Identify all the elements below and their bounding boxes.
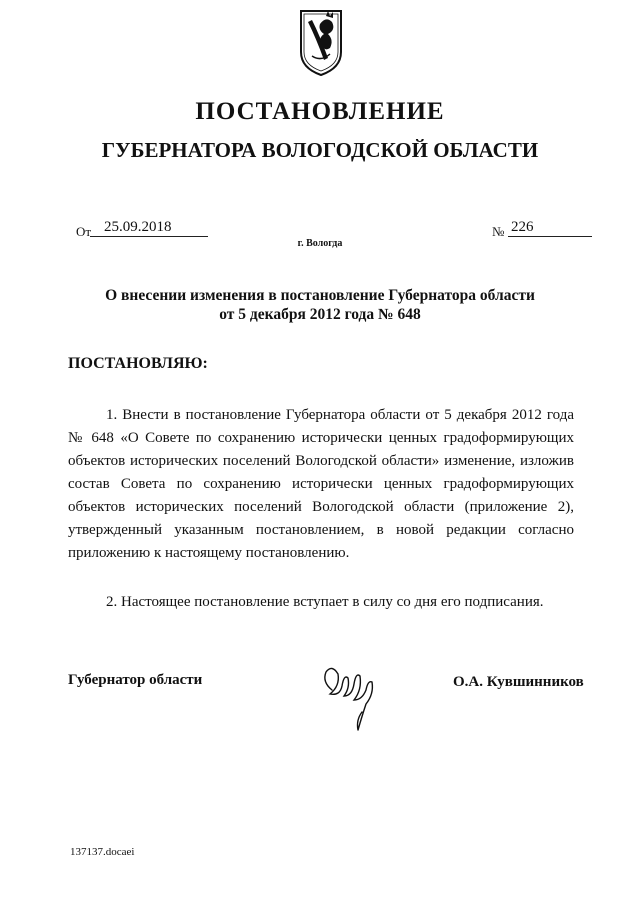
paragraph-1: 1. Внести в постановление Губернатора области от 5 декабря 2012 года № 648 «О Совете по сохранению исторически ценных градоформирующих объектов исторических поселений Вологодской области» изменение, изложив состав Совета по сохранению исторически ценных градоформирующих объектов исторических поселений Вологодской области (приложение 2), утвержденный указанным постановлением, в новой редакции согласно приложению к настоящему постановлению. [68, 407, 574, 561]
document-date: 25.09.2018 [90, 219, 208, 237]
subject-line-2: от 5 декабря 2012 года № 648 [219, 306, 421, 323]
document-title: ПОСТАНОВЛЕНИЕ [195, 98, 445, 125]
document-subtitle: ГУБЕРНАТОРА ВОЛОГОДСКОЙ ОБЛАСТИ [101, 138, 539, 162]
date-label: От [76, 224, 92, 239]
paragraph-2: 2. Настоящее постановление вступает в силу со дня его подписания. [106, 594, 544, 610]
city-label: г. Вологда [297, 238, 343, 249]
document-number: 226 [508, 219, 592, 237]
coat-of-arms-icon [298, 8, 344, 78]
handwritten-signature [318, 660, 382, 736]
signatory-position: Губернатор области [68, 672, 203, 688]
decree-word: ПОСТАНОВЛЯЮ: [68, 355, 208, 372]
document-subject [100, 286, 540, 324]
footer-file-code: 137137.docaei [70, 846, 135, 858]
signatory-name: О.А. Кувшинников [453, 674, 584, 690]
subject-line-1: О внесении изменения в постановление Губернатора области [105, 287, 535, 304]
number-label: № [492, 224, 505, 239]
